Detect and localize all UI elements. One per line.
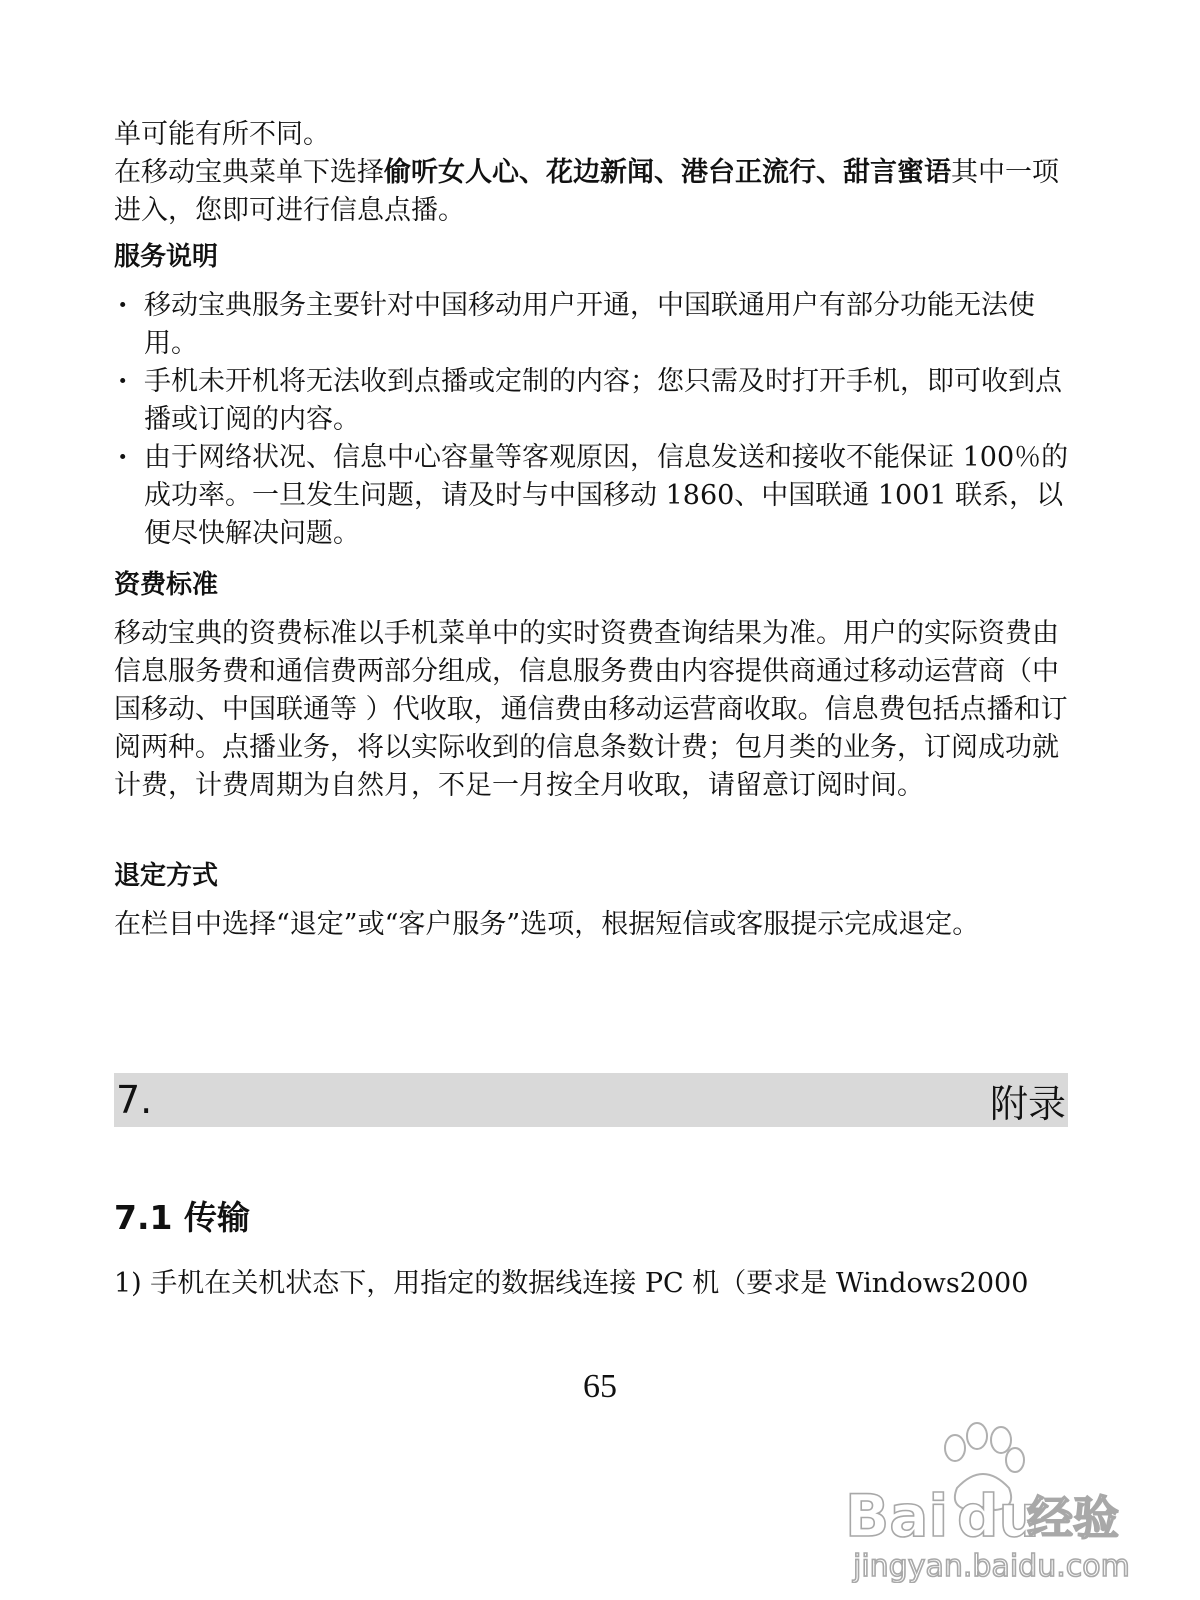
intro-bold-items: 偷听女人心、花边新闻、港台正流行、甜言蜜语 <box>384 157 951 188</box>
watermark-suffix: 经验 <box>1027 1491 1119 1545</box>
unsubscribe-paragraph: 在栏目中选择“退定”或“客户服务”选项，根据短信或客服提示完成退定。 <box>114 909 980 940</box>
section-title: 附录 <box>989 1081 1066 1126</box>
intro-prefix: 在移动宝典菜单下选择 <box>114 157 384 188</box>
service-bullet-list <box>114 287 1074 553</box>
watermark-brand: Bai <box>845 1482 949 1550</box>
fees-paragraph: 移动宝典的资费标准以手机菜单中的实时资费查询结果为准。用户的实际资费由信息服务费和通信费两部分组成，信息服务费由内容提供商通过移动运营商（中国移动、中国联通等 ）代收取，通信费由移动运营商收取。信息费包括点播和订阅两种。点播业务，将以实际收到的信息条数计费；包月类的业务，订阅成功就计费，计费周期为自然月，不足一月按全月收取，请留意订阅时间。 <box>114 618 1068 801</box>
baidu-jingyan-watermark <box>845 1418 1145 1583</box>
page-number: 65 <box>583 1368 617 1405</box>
step-1-text: 1) 手机在关机状态下，用指定的数据线连接 PC 机（要求是 Windows2000 <box>114 1268 1029 1299</box>
service-bullet-3: · 由于网络状况、信息中心容量等客观原因，信息发送和接收不能保证 100％的成功率。一旦发生问题，请及时与中国移动 1860、中国联通 1001 联系，以便尽快解决问题。 <box>114 439 1074 553</box>
intro-suffix: 其中一项进入，您即可进行信息点播。 <box>114 157 1059 226</box>
unsubscribe-heading: 退定方式 <box>114 861 219 891</box>
service-heading: 服务说明 <box>114 242 219 272</box>
service-bullet-2: · 手机未开机将无法收到点播或定制的内容；您只需及时打开手机，即可收到点播或订阅的内容。 <box>114 363 1074 439</box>
intro-paragraph <box>114 154 1074 230</box>
service-bullet-1: · 移动宝典服务主要针对中国移动用户开通，中国联通用户有部分功能无法使用。 <box>114 287 1074 363</box>
subsection-title: 7.1 传输 <box>114 1198 250 1237</box>
watermark-url: jingyan.baidu.com <box>853 1549 1130 1583</box>
fees-heading: 资费标准 <box>114 570 219 600</box>
intro-line-1: 单可能有所不同。 <box>114 119 330 150</box>
watermark-brand-du: du <box>957 1482 1040 1550</box>
section-heading-band <box>114 1073 1068 1127</box>
section-number: 7. <box>116 1078 153 1122</box>
